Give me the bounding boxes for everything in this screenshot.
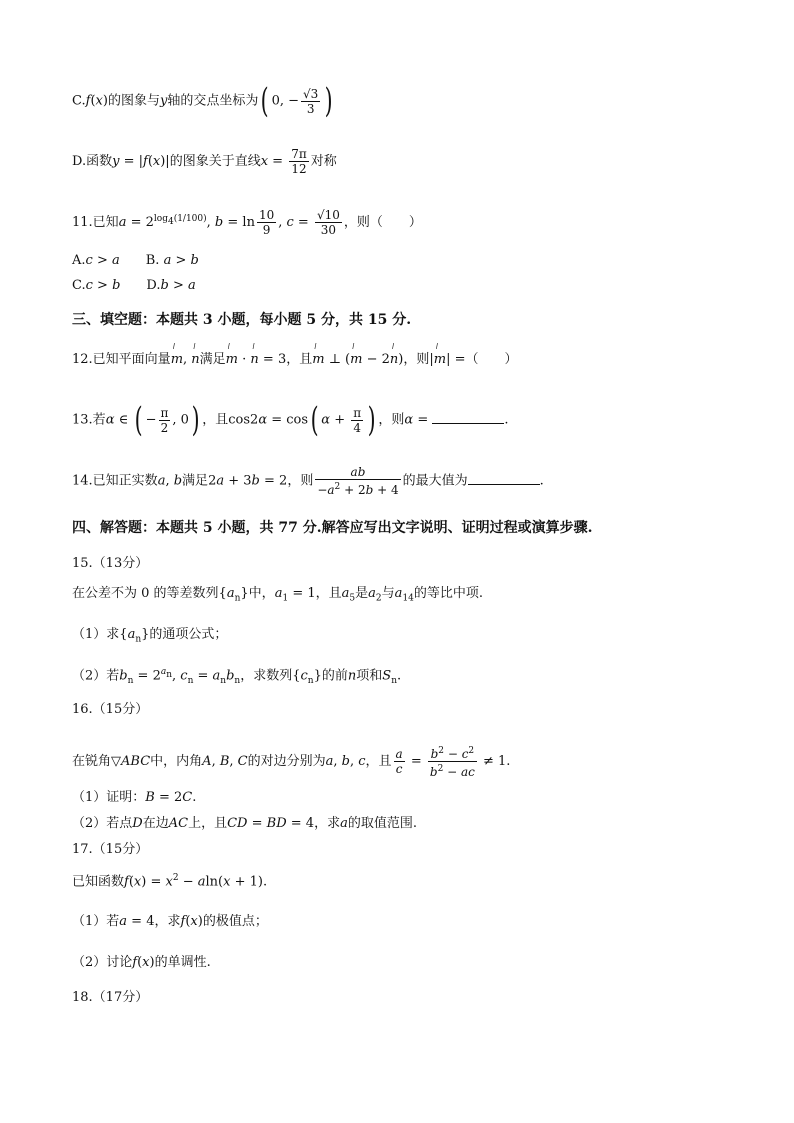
question-11-options-row2: C.c > b D.b > a (72, 278, 196, 293)
question-15-stem: 在公差不为 0 的等差数列$\{a_n\}$中，$a_1 = 1$，且$a_5$是$a_2$与$a_{14}$的等比中项. (72, 586, 484, 604)
section-3-heading: 三、填空题：本题共 3 小题，每小题 5 分，共 15 分. (72, 312, 412, 328)
answer-blank[interactable] (432, 411, 504, 424)
question-17-part1: （1）若a = 4，求f(x)的极值点； (72, 914, 268, 929)
question-15-part1: （1）求$\{a_n\}$的通项公式； (72, 627, 228, 645)
question-11-stem: 11.已知$a = 2^{log_4(1/100)}$, b = ln $\frac{10}{9}$ , c = $\frac{√10}{30}$ ，则（ ） (72, 208, 422, 237)
option-label: C. (72, 93, 86, 109)
question-15-header: 15.（13分） (72, 556, 149, 571)
option-c-line: C.f(x)的图象与y轴的交点坐标为( 0, − $\frac{√3}{3}$ ) (72, 81, 333, 121)
question-16-part2: （2）若点D在边AC上，且CD = BD = 4，求a的取值范围. (72, 816, 417, 831)
question-17-header: 17.（15分） (72, 842, 149, 857)
question-11-options-row1: A.c > a B. a > b (72, 253, 199, 268)
question-18-header: 18.（17分） (72, 990, 149, 1005)
question-17-part2: （2）讨论f(x)的单调性. (72, 955, 211, 970)
question-16-part1: （1）证明：B = 2C. (72, 790, 197, 805)
question-13: 13.若α ∈ ( − $\frac{\pi}{2}$ , 0) ，且cos2α = cos( α + $\frac{\pi}{4}$ ) ，则α = . (72, 400, 509, 440)
question-15-part2: （2）若$b_n = 2^{a_n}$, $c_n = a_nb_n$，求数列$\{c_n\}$的前n项和$S_n$. (72, 667, 402, 686)
answer-blank[interactable] (468, 472, 540, 485)
question-16-header: 16.（15分） (72, 702, 149, 717)
section-4-heading: 四、解答题：本题共 5 小题，共 77 分.解答应写出文字说明、证明过程或演算步骤. (72, 520, 593, 536)
question-17-stem: 已知函数$f(x) = x^2 - aln(x + 1)$. (72, 873, 268, 890)
question-12: 12.已知平面向量ǀ m, ǀ n满足ǀ m · ǀ n = 3，且ǀ m ⊥ (ǀ m − 2ǀ n)，则|ǀ m| =（ ） (72, 353, 518, 366)
option-d-line: D.函数y = |f(x)|的图象关于直线x = $\frac{7\pi}{12}$ 对称 (72, 147, 337, 176)
question-14: 14.已知正实数a, b满足2a + 3b = 2，则 $\frac{ab}{-a^2 + 2b + 4}$ 的最大值为 . (72, 465, 544, 497)
question-16-stem: 在锐角▽ABC中，内角A, B, C的对边分别为a, b, c，且 $\frac{a}{c}$ = $\frac{b^2 - c^2}{b^2 - ac}$ ≠ 1. (72, 746, 511, 779)
